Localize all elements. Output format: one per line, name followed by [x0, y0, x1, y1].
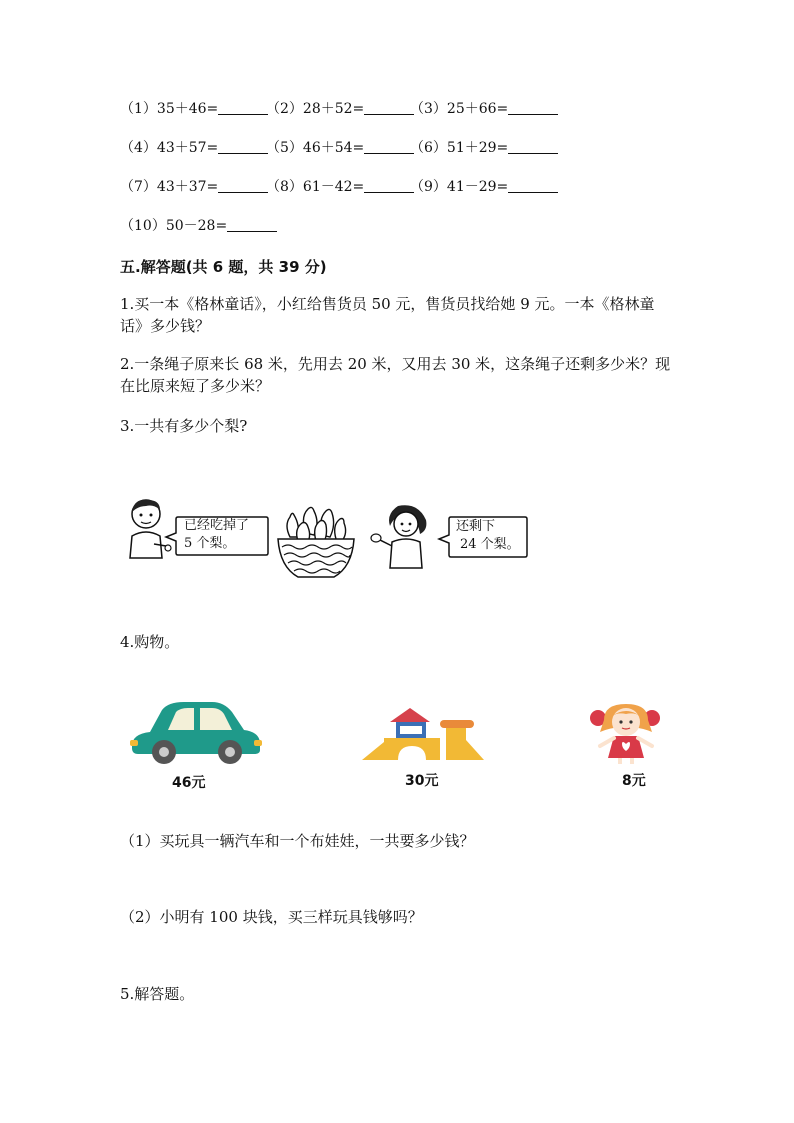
- answer-blank[interactable]: [508, 139, 558, 154]
- calc-item: （3）25＋66=: [410, 98, 558, 118]
- calc-item: （1）35＋46=: [120, 98, 268, 118]
- answer-blank[interactable]: [364, 139, 414, 154]
- answer-blank[interactable]: [227, 217, 277, 232]
- building-blocks-icon: [360, 706, 486, 762]
- answer-blank[interactable]: [508, 100, 558, 115]
- section-title: 五.解答题(共 6 题，共 39 分): [120, 258, 327, 276]
- doll-icon: [586, 702, 666, 766]
- calc-item: （6）51＋29=: [410, 137, 558, 157]
- girl-figure: [368, 500, 434, 570]
- calc-item: （5）46＋54=: [266, 137, 414, 157]
- price-doll: 8元: [622, 773, 646, 789]
- question-2: 2.一条绳子原来长 68 米，先用去 20 米，又用去 30 米，这条绳子还剩多少米？现在比原来短了多少米？: [120, 355, 671, 395]
- bubble-right-line-2: 24 个梨。: [460, 537, 520, 552]
- question-5: 5.解答题。: [120, 985, 195, 1003]
- bubble-left-line-1: 已经吃掉了: [184, 518, 250, 533]
- question-4: 4.购物。: [120, 633, 180, 651]
- price-blocks: 30元: [405, 773, 439, 789]
- toy-car-icon: [128, 700, 264, 766]
- answer-blank[interactable]: [218, 178, 268, 193]
- calc-item: （7）43＋37=: [120, 176, 268, 196]
- calc-item: （9）41－29=: [410, 176, 558, 196]
- calc-item: （8）61－42=: [266, 176, 414, 196]
- answer-blank[interactable]: [508, 178, 558, 193]
- question-3: 3.一共有多少个梨?: [120, 417, 248, 435]
- bubble-left-text: [184, 517, 249, 553]
- question-4-part-1: （1）买玩具一辆汽车和一个布娃娃，一共要多少钱？: [120, 832, 475, 850]
- bubble-right-line-1: 还剩下: [456, 519, 496, 534]
- answer-blank[interactable]: [364, 178, 414, 193]
- bubble-right-text: [456, 518, 520, 554]
- answer-blank[interactable]: [364, 100, 414, 115]
- calc-item: （10）50－28=: [120, 215, 277, 235]
- calc-item: （4）43＋57=: [120, 137, 268, 157]
- question-1: 1.买一本《格林童话》，小红给售货员 50 元，售货员找给她 9 元。一本《格林童话》多少钱？: [120, 295, 655, 335]
- question-4-part-2: （2）小明有 100 块钱，买三样玩具钱够吗？: [120, 908, 423, 926]
- answer-blank[interactable]: [218, 139, 268, 154]
- bubble-left-line-2: 5 个梨。: [184, 536, 236, 551]
- calc-item: （2）28＋52=: [266, 98, 414, 118]
- pear-basket-icon: [270, 497, 362, 587]
- price-car: 46元: [172, 775, 206, 791]
- answer-blank[interactable]: [218, 100, 268, 115]
